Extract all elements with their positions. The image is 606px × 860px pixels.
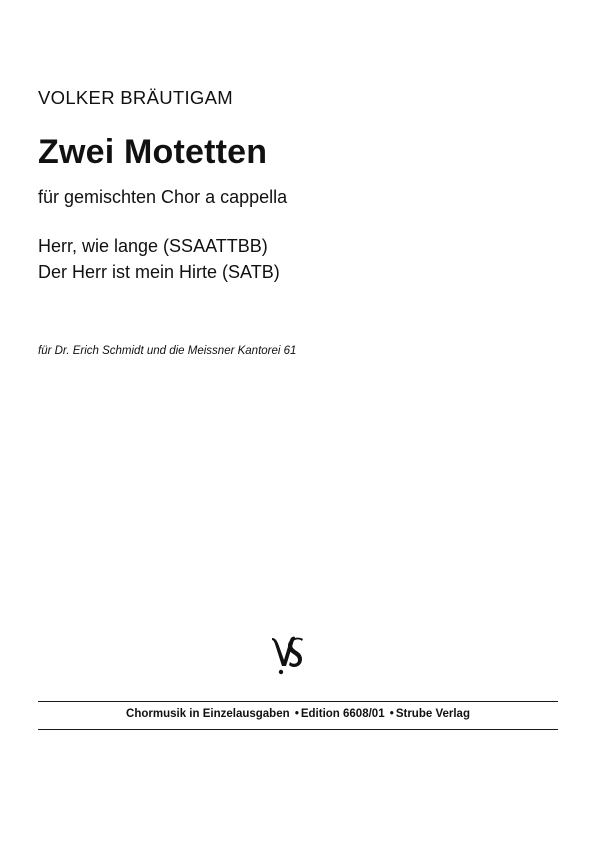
footer-edition: Edition 6608/01 — [300, 708, 385, 720]
footer-series: Chormusik in Einzelausgaben — [126, 708, 290, 720]
footer-rule-bottom — [38, 729, 558, 730]
vs-publisher-logo-icon — [268, 632, 308, 676]
work-item: Der Herr ist mein Hirte (SATB) — [38, 262, 280, 282]
dedication: für Dr. Erich Schmidt und die Meissner Kantorei 61 — [38, 345, 297, 357]
footer-info — [38, 708, 558, 720]
subtitle: für gemischten Chor a cappella — [38, 187, 288, 207]
footer-rule-top — [38, 701, 558, 702]
footer-separator: • — [389, 708, 394, 720]
footer-separator: • — [294, 708, 299, 720]
footer-publisher: Strube Verlag — [395, 708, 470, 720]
works-list — [38, 233, 280, 285]
page-title: Zwei Motetten — [38, 133, 268, 171]
work-item: Herr, wie lange (SSAATTBB) — [38, 236, 268, 256]
composer-name: VOLKER BRÄUTIGAM — [38, 87, 233, 108]
